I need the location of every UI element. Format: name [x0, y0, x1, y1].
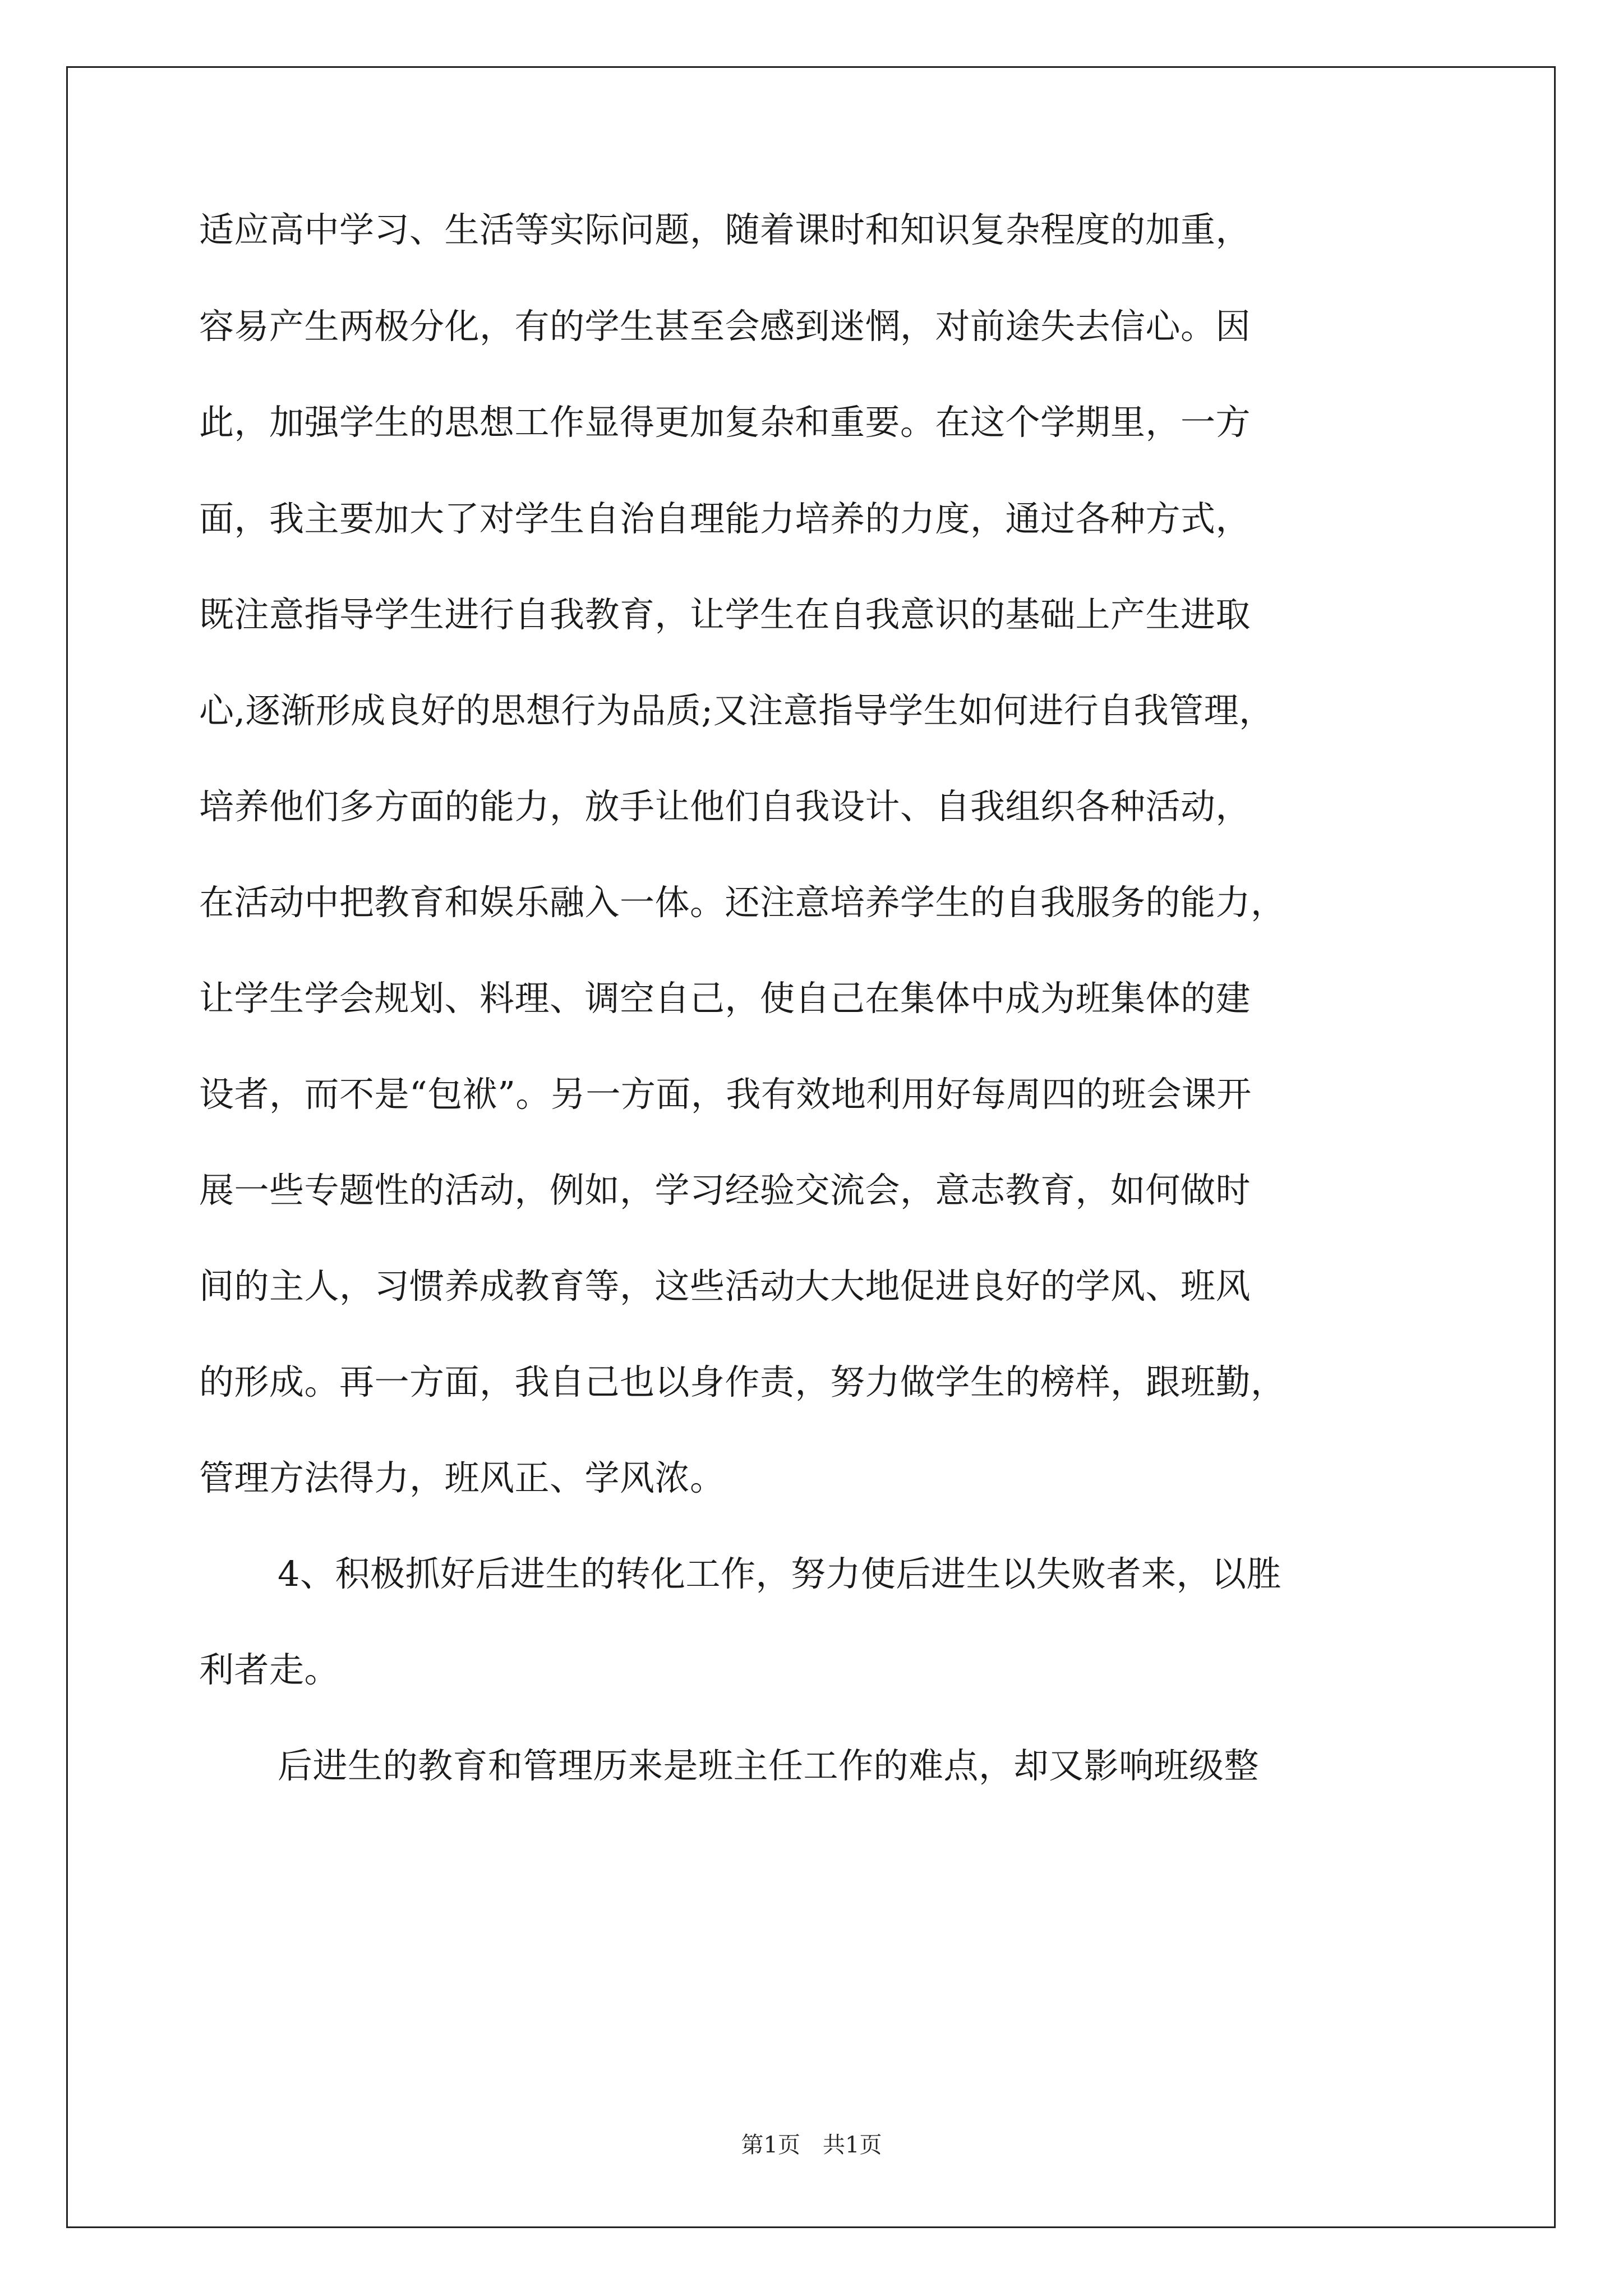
text-line: 此，加强学生的思想工作显得更加复杂和重要。在这个学期里，一方	[199, 402, 1251, 443]
text-line: 既注意指导学生进行自我教育，让学生在自我意识的基础上产生进取	[199, 594, 1251, 635]
text-line: 利者走。	[199, 1649, 340, 1690]
text-line: 培养他们多方面的能力，放手让他们自我设计、自我组织各种活动，	[199, 786, 1251, 827]
text-line: 适应高中学习、生活等实际问题，随着课时和知识复杂程度的加重，	[199, 209, 1251, 250]
text-line: 让学生学会规划、料理、调空自己，使自己在集体中成为班集体的建	[199, 978, 1251, 1019]
page-footer	[0, 2127, 1623, 2159]
text-line: 面，我主要加大了对学生自治自理能力培养的力度，通过各种方式，	[199, 498, 1251, 539]
text-line: 容易产生两极分化，有的学生甚至会感到迷惘，对前途失去信心。因	[199, 306, 1251, 347]
text-line: 心,逐渐形成良好的思想行为品质;又注意指导学生如何进行自我管理，	[199, 690, 1274, 731]
text-line: 设者，而不是“包袱”。另一方面，我有效地利用好每周四的班会课开	[199, 1074, 1252, 1115]
text-line: 展一些专题性的活动，例如，学习经验交流会，意志教育，如何做时	[199, 1170, 1251, 1211]
page-border	[66, 66, 1556, 2228]
text-line: 间的主人，习惯养成教育等，这些活动大大地促进良好的学风、班风	[199, 1266, 1251, 1306]
page-number-label: 第1页 共1页	[741, 2132, 882, 2158]
text-line: 4、积极抓好后进生的转化工作，努力使后进生以失败者来，以胜	[278, 1553, 1281, 1594]
text-line: 后进生的教育和管理历来是班主任工作的难点，却又影响班级整	[278, 1745, 1260, 1786]
text-line: 管理方法得力，班风正、学风浓。	[199, 1457, 725, 1498]
text-line: 的形成。再一方面，我自己也以身作责，努力做学生的榜样，跟班勤，	[199, 1361, 1286, 1402]
text-line: 在活动中把教育和娱乐融入一体。还注意培养学生的自我服务的能力，	[199, 882, 1286, 923]
